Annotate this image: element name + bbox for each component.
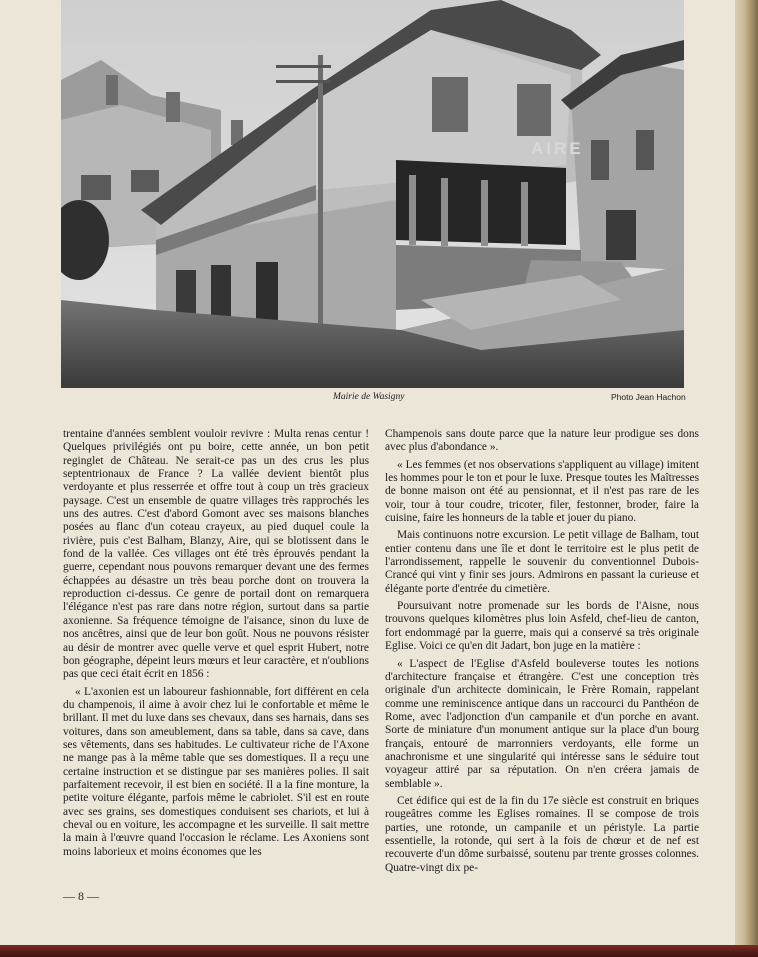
paragraph: « Les femmes (et nos observations s'appliquent au village) imitent les hommes pour le ton et pour le luxe. Presque toutes les Maîtresses de bonne maison ont été au pensionnat, et il n'est pas rare de les voir, tour à tour coudre, tricoter, filer, festonner, broder, faire la cuisine, faire les honneurs de la table et jouer du piano. bbox=[385, 458, 699, 525]
book-binding-edge bbox=[0, 945, 758, 957]
paragraph: Cet édifice qui est de la fin du 17e siècle est construit en briques rougeâtres comme les Eglises romaines. Il se compose de trois parties, une rotonde, un campanile et un péristyle. La partie essentielle, la rotonde, qui sert à la fois de chœur et de nef est recouverte d'un dôme surbaissé, soutenu par trente grosses colonnes. Quatre-vingt dix pe- bbox=[385, 794, 699, 874]
paragraph: « L'aspect de l'Eglise d'Asfeld bouleverse toutes les notions d'architecture française et étrangère. C'est une conception très originale d'un architecte dominicain, le Frère Romain, rappelant comme une reminiscence antique dans un raccourci du Panthéon de Rome, avec l'adjonction d'un campanile et d'un porche en avant. Sorte de miniature d'un monument antique sur la place d'un bourg français, entouré de marronniers verdoyants, elle forme un anachronisme et une singularité qui intéresse sans le séduire tout voyageur attiré par sa réputation. On n'en créera jamais de semblable ». bbox=[385, 657, 699, 790]
paragraph: « L'axonien est un laboureur fashionnable, fort différent en cela du champenois, il aime à avoir chez lui le confortable et même le brillant. Il met du luxe dans ses chevaux, dans ses harnais, dans ses voitures, dans son ameublement, dans sa table, dans sa cave, dans ses vêtements, dans ses habitudes. Le cultivateur riche de l'Axone ne mange pas à la même table que ses domestiques. Il a reçu une certaine instruction et se distingue par ses manières polies. Il sait parfaitement recevoir, il est bien en société. Il a la fine monture, la petite voiture élégante, parfois même le cabriolet. S'il est en route avec ses grains, ses domestiques conduisent ses chariots, et lui à cheval ou en voiture, les accompagne et les surveille. Il sait mettre la main à l'œuvre quand l'occasion le réclame. Les Axoniens sont moins laborieux et moins économes que les bbox=[63, 685, 369, 858]
town-hall-photo bbox=[61, 0, 684, 388]
right-column bbox=[385, 428, 699, 875]
paragraph: trentaine d'années semblent vouloir revivre : Multa renas centur ! Quelques privilégiés ont pu boire, cette année, un bon petit reginglet de Château. Ne serait-ce pas un des crus les plus septentrionaux de France ? La vallée devient bientôt plus verdoyante et plus resserrée et offre tout à coup un très gracieux paysage. C'est un ensemble de quatre villages très rapprochés les uns des autres. C'est d'abord Gomont avec ses maisons blanches posées au flanc d'un coteau crayeux, au pied duquel coule la rivière, puis c'est Balham, Blanzy, Aire, qui se blotissent dans le fond de la vallée. Ces villages ont été très éprouvés pendant la guerre, cependant nous pouvons remarquer devant une des fermes échappées au désastre un très beau porche dont on trouvera la reproduction ci-dessus. Ce genre de portail dont on remarquera l'élégance n'est pas rare dans notre région, surtout dans sa partie axonienne. Sa fréquence témoigne de l'aisance, sinon du luxe de nos ancêtres, ainsi que de leur bon goût. Nous ne pouvons résister au désir de montrer avec quelle verve et quel esprit Hubert, notre bon géographe, dépeint leurs mœurs et leur caractère, et n'oublions pas que ceci était écrit en 1856 : bbox=[63, 428, 369, 681]
page-number: — 8 — bbox=[63, 889, 99, 903]
town-hall-illustration bbox=[61, 0, 684, 388]
left-column bbox=[63, 428, 369, 859]
paragraph: Mais continuons notre excursion. Le petit village de Balham, tout entier contenu dans une île et dont le territoire est le plus petit de l'arrondissement, rappelle le souvenir du conventionnel Dubois-Crancé qui vint y finir ses jours. Admirons en passant la curieuse et élégante porte d'entrée du cimetière. bbox=[385, 529, 699, 595]
building-sign: AIRE bbox=[531, 139, 584, 158]
book-spine bbox=[735, 0, 758, 957]
photo-caption: Mairie de Wasigny bbox=[333, 392, 405, 402]
photo-credit: Photo Jean Hachon bbox=[611, 392, 686, 402]
paragraph: Champenois sans doute parce que la nature leur prodigue ses dons avec plus d'abondance ». bbox=[385, 428, 699, 454]
paragraph: Poursuivant notre promenade sur les bords de l'Aisne, nous trouvons quelques kilomètres plus loin Asfeld, chef-lieu de canton, fort endommagé par la guerre, mais qui a conservé sa très originale Eglise. Voici ce qu'en dit Jadart, bon juge en la matière : bbox=[385, 600, 699, 653]
